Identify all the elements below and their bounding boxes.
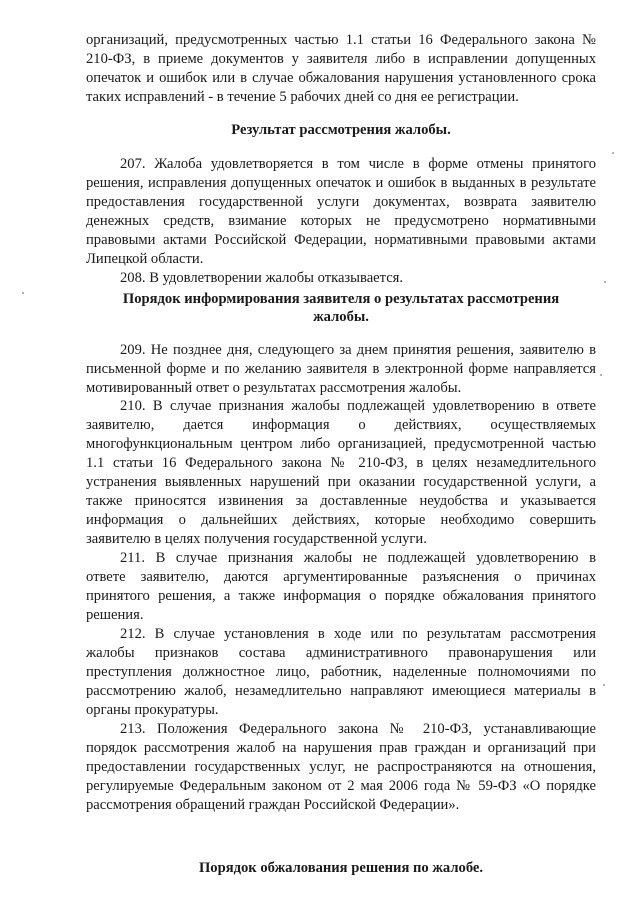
paragraph-211-line: ответе заявителю, даются аргументированные разъяснения о причинах [86, 569, 596, 585]
text-line: организаций, предусмотренных частью 1.1 статьи 16 Федерального закона № [86, 32, 596, 48]
section-heading-result: Результат рассмотрения жалобы. [231, 122, 451, 138]
paragraph-213-line: порядок рассмотрения жалоб на нарушения прав граждан и организаций при [86, 740, 596, 756]
paragraph-210-line: 1.1 статьи 16 Федерального закона № 210-ФЗ, в целях незамедлительного [86, 455, 596, 471]
paragraph-211-line: принятого решения, а также информация о порядке обжалования принятого [86, 588, 596, 604]
paragraph-207-line: правовыми актами Российской Федерации, нормативными правовыми актами [86, 232, 596, 248]
paragraph-207-line: денежных средств, взимание которых не предусмотрено нормативными [86, 213, 596, 229]
paragraph-207-line: Липецкой области. [86, 251, 204, 267]
paragraph-213-line: регулируемые Федеральным законом от 2 мая 2006 года № 59-ФЗ «О порядке [86, 778, 596, 794]
paragraph-210-line: заявителю в целях получения государственной услуги. [86, 531, 427, 547]
paragraph-210-line: устранения выявленных нарушений при оказании государственной услуги, а [86, 474, 596, 490]
paragraph-211-line: решения. [86, 607, 144, 623]
paragraph-210-line: заявителю, дается информация о действиях, осуществляемых [86, 417, 596, 433]
section-heading-appeal: Порядок обжалования решения по жалобе. [198, 860, 484, 876]
scan-speck [600, 374, 602, 376]
paragraph-209-line: письменной форме и по желанию заявителя в электронной форме направляется [86, 361, 596, 377]
paragraph-213-line: рассмотрения обращений граждан Российской Федерации». [86, 797, 460, 813]
paragraph-213-line: предоставлении государственных услуг, не распространяются на отношения, [86, 759, 596, 775]
paragraph-212-line: 212. В случае установления в ходе или по результатам рассмотрения [120, 626, 596, 642]
paragraph-209-line: мотивированный ответ о результатах рассмотрения жалобы. [86, 380, 462, 396]
section-heading-informing: Порядок информирования заявителя о результатах рассмотрения [122, 291, 560, 307]
paragraph-210-line: информация о дальнейших действиях, которые необходимо совершить [86, 512, 596, 528]
paragraph-210-line: 210. В случае признания жалобы подлежащей удовлетворению в ответе [120, 398, 596, 414]
scan-speck [22, 292, 24, 294]
paragraph-209-line: 209. Не позднее дня, следующего за днем принятия решения, заявителю в [120, 342, 596, 358]
scan-speck [604, 281, 606, 283]
paragraph-212-line: рассмотрению жалоб, незамедлительно направляют имеющиеся материалы в [86, 683, 596, 699]
text-line: 210-ФЗ, в приеме документов у заявителя либо в исправлении допущенных [86, 51, 596, 67]
paragraph-213-line: 213. Положения Федерального закона № 210-ФЗ, устанавливающие [120, 721, 596, 737]
text-line: опечаток и ошибок или в случае обжалования нарушения установленного срока [86, 70, 596, 86]
paragraph-212-line: преступления должностное лицо, работник, наделенные полномочиями по [86, 664, 596, 680]
paragraph-211-line: 211. В случае признания жалобы не подлежащей удовлетворению в [120, 550, 596, 566]
paragraph-207-line: 207. Жалоба удовлетворяется в том числе в форме отмены принятого [120, 156, 596, 172]
paragraph-207-line: решения, исправления допущенных опечаток и ошибок в выданных в результате [86, 175, 596, 191]
section-heading-informing-cont: жалобы. [313, 309, 369, 325]
text-line: таких исправлений - в течение 5 рабочих дней со дня ее регистрации. [86, 89, 519, 105]
paragraph-207-line: предоставления государственной услуги документах, возврата заявителю [86, 194, 596, 210]
paragraph-212-line: жалобы признаков состава административного правонарушения или [86, 645, 596, 661]
paragraph-210-line: многофункциональным центром либо организацией, предусмотренной частью [86, 436, 596, 452]
scan-speck [603, 684, 605, 686]
scan-speck [612, 152, 614, 154]
paragraph-208: 208. В удовлетворении жалобы отказывается. [120, 270, 404, 286]
paragraph-212-line: органы прокуратуры. [86, 702, 219, 718]
paragraph-210-line: также приносятся извинения за доставленные неудобства и указывается [86, 493, 596, 509]
